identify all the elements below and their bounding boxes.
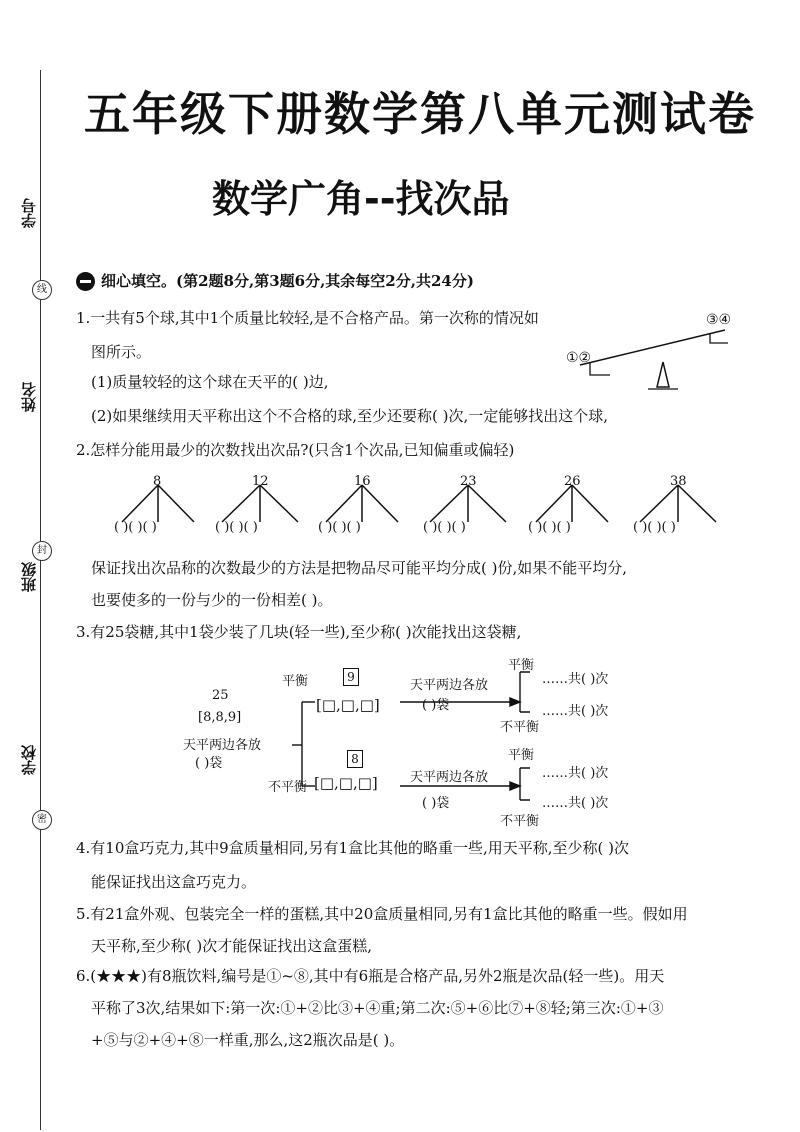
tree-total-4: 23 xyxy=(460,474,477,489)
q6-line1: 6.(★★★)有8瓶饮料,编号是①~⑧,其中有6瓶是合格产品,另外2瓶是次品(轻一些)。用天 xyxy=(76,967,665,985)
section-one-icon xyxy=(76,272,95,291)
class-label: 班级 xyxy=(20,562,38,592)
student-name-label: 姓名 xyxy=(20,382,38,412)
tree-total-3: 16 xyxy=(354,474,371,489)
seal-mark-secret: 密 xyxy=(32,810,52,830)
q3-bottom-branch-balance: 平衡 xyxy=(508,748,535,763)
q3-top-result-2: ……共( )次 xyxy=(542,704,609,719)
q3-line1: 3.有25袋糖,其中1袋少装了几块(轻一些),至少称( )次能找出这袋糖, xyxy=(76,623,522,641)
q3-bottom-result-2: ……共( )次 xyxy=(542,796,609,811)
tree-blanks-4: ( )( )( ) xyxy=(423,520,466,535)
student-number-label: 学号 xyxy=(20,198,38,228)
tree-total-5: 26 xyxy=(564,474,581,489)
q3-bottom-count-box: 8 xyxy=(347,750,363,768)
q3-bottom-unbalance-label: 不平衡 xyxy=(268,780,308,795)
tree-blanks-2: ( )( )( ) xyxy=(215,520,258,535)
q3-top-groups: [□,□,□] xyxy=(316,696,380,714)
q6-line3: +⑤与②+④+⑧一样重,那么,这2瓶次品是( )。 xyxy=(91,1031,405,1049)
seal-mark-seal: 封 xyxy=(32,541,52,561)
q3-root-split: [8,8,9] xyxy=(198,710,242,725)
school-label: 学校 xyxy=(20,745,38,775)
q4-line2: 能保证找出这盒巧克力。 xyxy=(91,873,257,891)
q5-line1: 5.有21盒外观、包装完全一样的蛋糕,其中20盒质量相同,另有1盒比其他的略重一些。假如用 xyxy=(76,905,688,923)
q3-top-action: 天平两边各放 xyxy=(410,678,489,693)
q3-top-branch-balance: 平衡 xyxy=(508,658,535,673)
q1-part1: (1)质量较轻的这个球在天平的( )边, xyxy=(91,373,329,391)
left-pan-balls: ①② xyxy=(566,350,592,366)
q3-bottom-branch-unbalance: 不平衡 xyxy=(500,814,540,829)
q2-line1: 2.怎样分能用最少的次数找出次品?(只含1个次品,已知偏重或偏轻) xyxy=(76,441,515,459)
right-pan-balls: ③④ xyxy=(706,312,732,328)
tree-blanks-3: ( )( )( ) xyxy=(318,520,361,535)
tree-blanks-1: ( )( )( ) xyxy=(114,520,157,535)
q3-bottom-bags: ( )袋 xyxy=(422,796,450,811)
q6-line2: 平称了3次,结果如下:第一次:①+②比③+④重;第二次:⑤+⑥比⑦+⑧轻;第三次:①+③ xyxy=(91,999,664,1017)
q3-top-result-1: ……共( )次 xyxy=(542,672,609,687)
q1-line2: 图所示。 xyxy=(91,343,152,361)
q3-top-count-box: 9 xyxy=(343,668,359,686)
page-subtitle: 数学广角--找次品 xyxy=(212,177,510,221)
q2-line2: 保证找出次品称的次数最少的方法是把物品尽可能平均分成( )份,如果不能平均分, xyxy=(91,559,628,577)
tree-blanks-5: ( )( )( ) xyxy=(528,520,571,535)
q3-root-number: 25 xyxy=(212,688,229,703)
q2-line3: 也要使多的一份与少的一份相差( )。 xyxy=(91,591,333,609)
q3-bottom-result-1: ……共( )次 xyxy=(542,766,609,781)
q3-root-action: 天平两边各放 xyxy=(183,738,262,753)
q3-top-branch-unbalance: 不平衡 xyxy=(500,720,540,735)
q4-line1: 4.有10盒巧克力,其中9盒质量相同,另有1盒比其他的略重一些,用天平称,至少称( )次 xyxy=(76,839,630,857)
tree-total-6: 38 xyxy=(670,474,687,489)
q1-line1: 1.一共有5个球,其中1个质量比较轻,是不合格产品。第一次称的情况如 xyxy=(76,309,539,327)
binding-line xyxy=(40,70,41,1130)
q1-part2: (2)如果继续用天平称出这个不合格的球,至少还要称( )次,一定能够找出这个球, xyxy=(91,407,609,425)
q3-bottom-action: 天平两边各放 xyxy=(410,770,489,785)
page-title: 五年级下册数学第八单元测试卷 xyxy=(84,87,756,141)
q3-bottom-groups: [□,□,□] xyxy=(314,774,378,792)
section-one-header: 细心填空。(第2题8分,第3题6分,其余每空2分,共24分) xyxy=(101,272,474,290)
seal-mark-line: 线 xyxy=(32,280,52,300)
q5-line2: 天平称,至少称( )次才能保证找出这盒蛋糕, xyxy=(91,937,373,955)
q3-top-balance-label: 平衡 xyxy=(282,674,309,689)
tree-total-2: 12 xyxy=(252,474,269,489)
tree-blanks-6: ( )( )( ) xyxy=(633,520,676,535)
tree-total-1: 8 xyxy=(153,474,162,489)
q3-root-bags: ( )袋 xyxy=(195,756,223,771)
q3-top-bags: ( )袋 xyxy=(422,698,450,713)
